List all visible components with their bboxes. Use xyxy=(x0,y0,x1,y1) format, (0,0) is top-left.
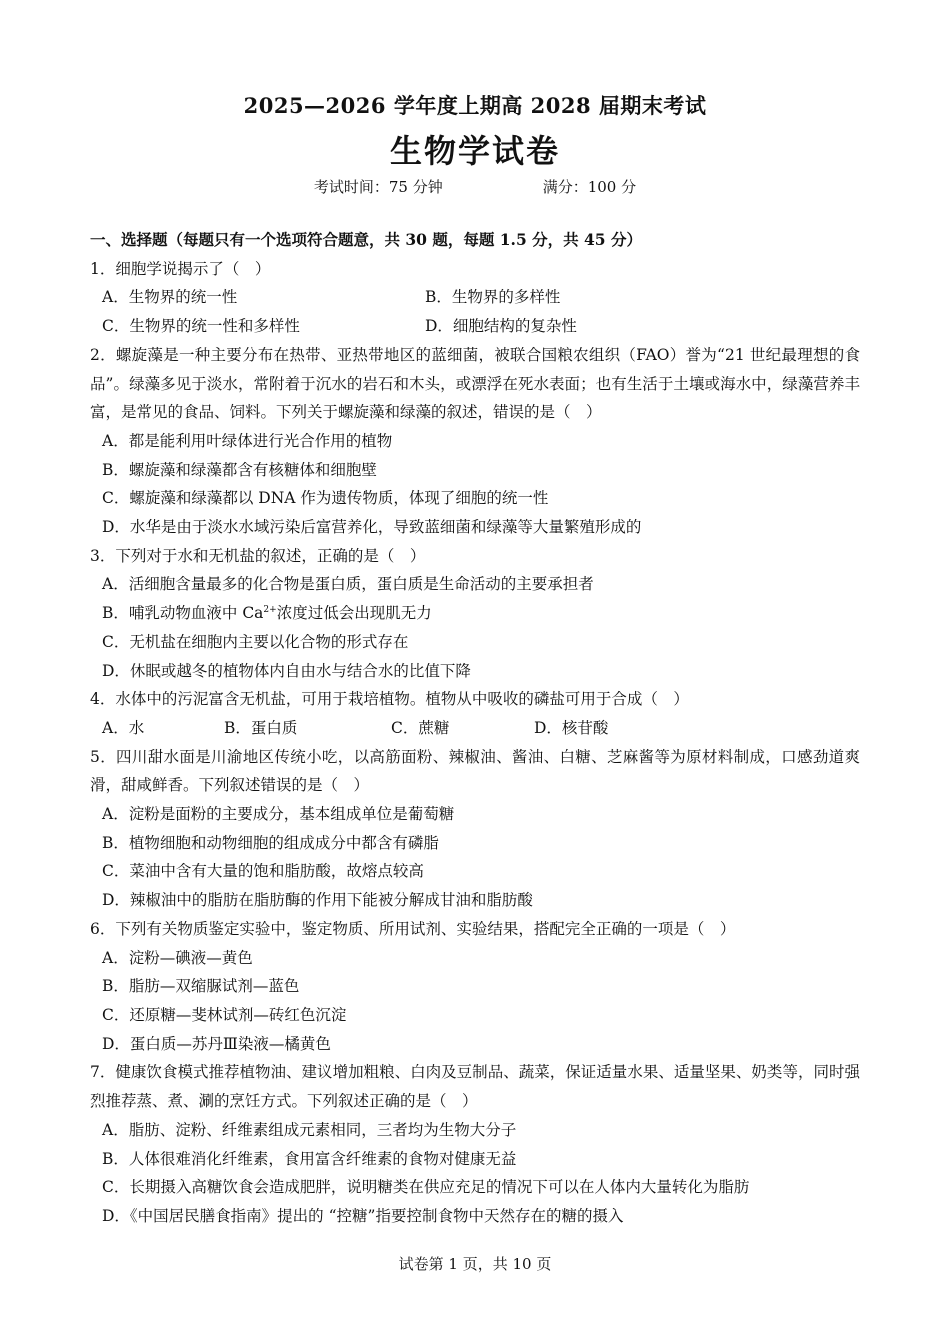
question-stem: 6．下列有关物质鉴定实验中，鉴定物质、所用试剂、实验结果，搭配完全正确的一项是（ ） xyxy=(90,919,736,938)
option-b: B．植物细胞和动物细胞的组成成分中都含有磷脂 xyxy=(102,833,439,852)
exam-title: 2025—2026 学年度上期高 2028 届期末考试 xyxy=(243,93,707,118)
option-a: A．脂肪、淀粉、纤维素组成元素相同，三者均为生物大分子 xyxy=(102,1120,517,1139)
option-d: D．《中国居民膳食指南》提出的 “控糖”指要控制食物中天然存在的糖的摄入 xyxy=(102,1206,624,1225)
option-b: B．蛋白质 xyxy=(224,718,298,737)
exam-meta xyxy=(0,176,950,197)
option-c: C．螺旋藻和绿藻都以 DNA 作为遗传物质，体现了细胞的统一性 xyxy=(102,489,549,508)
question-6 xyxy=(90,915,860,1059)
page-footer: 试卷第 1 页，共 10 页 xyxy=(398,1255,552,1273)
question-stem: 5．四川甜水面是川渝地区传统小吃，以高筋面粉、辣椒油、酱油、白糖、芝麻酱等为原材料制成，口感劲道爽滑，甜咸鲜香。下列叙述错误的是（ ） xyxy=(90,747,860,795)
question-4 xyxy=(90,685,860,742)
option-c: C．生物界的统一性和多样性 xyxy=(102,317,300,336)
question-stem: 7．健康饮食模式推荐植物油、建议增加粗粮、白肉及豆制品、蔬菜，保证适量水果、适量坚果、奶类等，同时强烈推荐蒸、煮、涮的烹饪方式。下列叙述正确的是（ ） xyxy=(90,1063,860,1111)
question-1 xyxy=(90,255,860,341)
option-c: C．蔗糖 xyxy=(391,718,450,737)
option-c: C．无机盐在细胞内主要以化合物的形式存在 xyxy=(102,632,409,651)
subject-title: 生物学试卷 xyxy=(389,132,560,170)
option-b: B．脂肪—双缩脲试剂—蓝色 xyxy=(102,977,300,996)
option-c: C．菜油中含有大量的饱和脂肪酸，故熔点较高 xyxy=(102,862,424,881)
option-d: D．辣椒油中的脂肪在脂肪酶的作用下能被分解成甘油和脂肪酸 xyxy=(102,891,533,910)
option-b: B．哺乳动物血液中 $Ca^{2+}$浓度过低会出现肌无力 xyxy=(102,604,432,623)
option-d: D．核苷酸 xyxy=(534,718,609,737)
question-5 xyxy=(90,743,860,915)
option-d: D．水华是由于淡水水域污染后富营养化，导致蓝细菌和绿藻等大量繁殖形成的 xyxy=(102,518,642,537)
section-heading: 一、选择题（每题只有一个选项符合题意，共 30 题，每题 1.5 分，共 45 分） xyxy=(90,230,642,249)
exam-time: 考试时间：75 分钟 xyxy=(313,178,443,196)
option-a: A．淀粉是面粉的主要成分，基本组成单位是葡萄糖 xyxy=(102,805,455,824)
option-a: A．淀粉—碘液—黄色 xyxy=(102,948,253,967)
option-a: A．生物界的统一性 xyxy=(102,288,238,307)
option-a: A．活细胞含量最多的化合物是蛋白质，蛋白质是生命活动的主要承担者 xyxy=(102,575,594,594)
option-c: C．还原糖—斐林试剂—砖红色沉淀 xyxy=(102,1005,347,1024)
option-d: D．细胞结构的复杂性 xyxy=(425,317,577,336)
option-d: D．蛋白质—苏丹Ⅲ染液—橘黄色 xyxy=(102,1034,331,1053)
question-7 xyxy=(90,1058,860,1230)
question-list xyxy=(90,226,860,1231)
question-stem: 1．细胞学说揭示了（ ） xyxy=(90,259,271,278)
question-stem: 4．水体中的污泥富含无机盐，可用于栽培植物。植物从中吸收的磷盐可用于合成（ ） xyxy=(90,690,689,709)
option-b: B．生物界的多样性 xyxy=(425,288,561,307)
option-b: B．螺旋藻和绿藻都含有核糖体和细胞壁 xyxy=(102,460,377,479)
question-3 xyxy=(90,542,860,686)
question-2 xyxy=(90,341,860,542)
option-c: C．长期摄入高糖饮食会造成肥胖，说明糖类在供应充足的情况下可以在人体内大量转化为脂肪 xyxy=(102,1178,750,1197)
exam-score: 满分：100 分 xyxy=(542,178,637,196)
option-b: B．人体很难消化纤维素，食用富含纤维素的食物对健康无益 xyxy=(102,1149,517,1168)
question-stem: 2．螺旋藻是一种主要分布在热带、亚热带地区的蓝细菌，被联合国粮农组织（FAO）誉为“21 世纪最理想的食品”。绿藻多见于淡水，常附着于沉水的岩石和木头，或漂浮在死水表面；也有生活于土壤或海水中，绿藻营养丰富，是常见的食品、饲料。下列关于螺旋藻和绿藻的叙述，错误的是（ ） xyxy=(90,345,860,422)
option-a: A．都是能利用叶绿体进行光合作用的植物 xyxy=(102,431,393,450)
option-a: A．水 xyxy=(102,718,145,737)
question-stem: 3．下列对于水和无机盐的叙述，正确的是（ ） xyxy=(90,546,426,565)
option-d: D．休眠或越冬的植物体内自由水与结合水的比值下降 xyxy=(102,661,471,680)
